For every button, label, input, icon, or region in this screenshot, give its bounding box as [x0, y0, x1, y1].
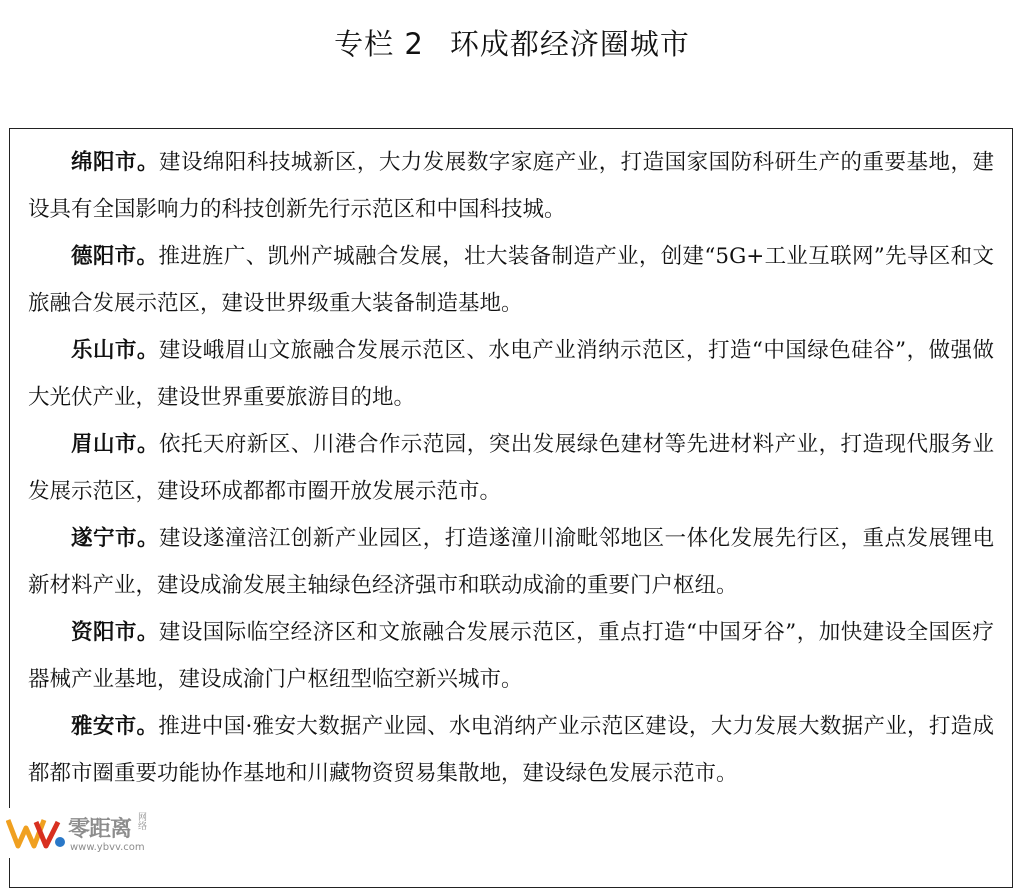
city-paragraph-ziyang [28, 609, 994, 703]
city-description: 建设绵阳科技城新区，大力发展数字家庭产业，打造国家国防科研生产的重要基地，建设具有全国影响力的科技创新先行示范区和中国科技城。 [28, 150, 994, 222]
city-paragraph-yaan [28, 703, 994, 797]
city-paragraph-suining [28, 515, 994, 609]
city-description: 建设峨眉山文旅融合发展示范区、水电产业消纳示范区，打造“中国绿色硅谷”，做强做大光伏产业，建设世界重要旅游目的地。 [28, 338, 994, 410]
city-description: 建设遂潼涪江创新产业园区，打造遂潼川渝毗邻地区一体化发展先行区，重点发展锂电新材料产业，建设成渝发展主轴绿色经济强市和联动成渝的重要门户枢纽。 [28, 526, 994, 598]
city-paragraph-mianyang [28, 139, 994, 233]
city-name: 眉山市。 [71, 432, 159, 457]
city-description: 建设国际临空经济区和文旅融合发展示范区，重点打造“中国牙谷”，加快建设全国医疗器械产业基地，建设成渝门户枢纽型临空新兴城市。 [28, 620, 994, 692]
city-name: 绵阳市。 [71, 150, 159, 175]
city-paragraph-leshan [28, 327, 994, 421]
watermark-url: www.ybvv.com [70, 842, 145, 853]
city-name: 德阳市。 [71, 244, 159, 269]
content-box [9, 128, 1013, 888]
city-name: 遂宁市。 [71, 526, 159, 551]
watermark-logo-icon [6, 812, 68, 854]
page-title [0, 22, 1024, 63]
city-description: 依托天府新区、川港合作示范园，突出发展绿色建材等先进材料产业，打造现代服务业发展示范区，建设环成都都市圈开放发展示范市。 [28, 432, 994, 504]
watermark-tag: 网络 [138, 813, 148, 832]
city-description: 推进旌广、凯州产城融合发展，壮大装备制造产业，创建“5G+工业互联网”先导区和文旅融合发展示范区，建设世界级重大装备制造基地。 [28, 244, 994, 316]
city-name: 雅安市。 [71, 714, 159, 739]
city-name: 资阳市。 [71, 620, 159, 645]
column-label: 专栏 2 [334, 27, 424, 61]
city-paragraph-meishan [28, 421, 994, 515]
watermark [6, 808, 156, 858]
column-title: 环成都经济圈城市 [449, 27, 690, 61]
watermark-brand: 零距离 [68, 817, 132, 842]
city-name: 乐山市。 [71, 338, 159, 363]
city-paragraph-deyang [28, 233, 994, 327]
city-description: 推进中国·雅安大数据产业园、水电消纳产业示范区建设，大力发展大数据产业，打造成都都市圈重要功能协作基地和川藏物资贸易集散地，建设绿色发展示范市。 [28, 714, 994, 786]
